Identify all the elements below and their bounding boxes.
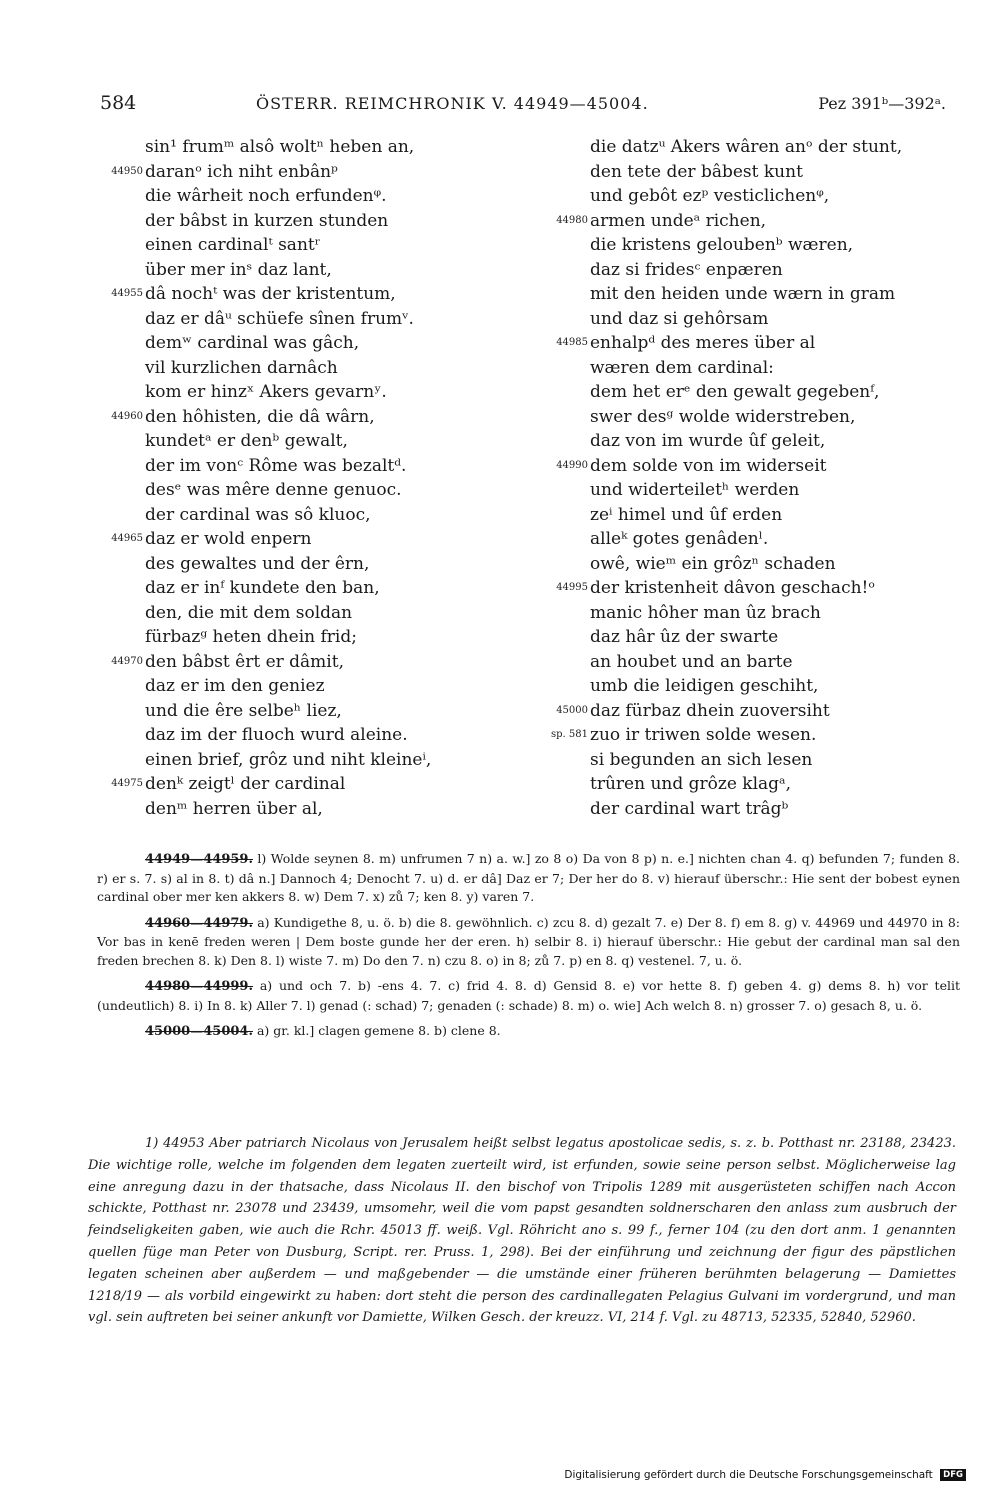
- verse-line: [95, 674, 465, 699]
- verse-text: und daz si gehôrsam: [590, 308, 769, 329]
- page-number: 584: [100, 92, 137, 114]
- verse-line: [95, 772, 465, 797]
- verse-number: 44955: [111, 288, 143, 299]
- verse-line: [95, 380, 465, 405]
- verse-line: [95, 748, 465, 773]
- verse-number: 44990: [556, 459, 588, 471]
- verse-text: zuo ir triwen solde wesen.: [590, 725, 817, 745]
- verse-line: [540, 380, 940, 405]
- verse-text: daz er dâᵘ schüefe sînen frumᵛ.: [145, 308, 414, 329]
- verse-line: [95, 601, 465, 626]
- verse-text: dâ nochᵗ was der kristentum,: [145, 284, 396, 304]
- verse-text: einen brief, grôz und niht kleineⁱ,: [145, 749, 432, 770]
- verse-text: umb die leidigen geschiht,: [590, 676, 819, 696]
- verse-text: demʷ cardinal was gâch,: [145, 333, 360, 353]
- verse-line: [540, 527, 940, 552]
- verse-text: sin¹ frumᵐ alsô woltⁿ heben an,: [145, 137, 415, 157]
- verse-line: [95, 405, 465, 430]
- verse-line: [95, 478, 465, 503]
- verse-text: die datzᵘ Akers wâren anᵒ der stunt,: [590, 137, 903, 157]
- verse-number: 44980: [556, 214, 588, 226]
- running-head-title: ÖSTERR. REIMCHRONIK V. 44949—45004.: [256, 94, 649, 113]
- verse-text: si begunden an sich lesen: [590, 749, 813, 770]
- verse-line: [95, 258, 465, 283]
- verse-number: 44970: [111, 655, 143, 667]
- verse-text: daz er im den geniez: [145, 676, 325, 696]
- verse-line: [95, 552, 465, 577]
- apparatus-range-label: 44980—44999.: [145, 979, 253, 994]
- verse-text: der bâbst in kurzen stunden: [145, 210, 389, 231]
- verse-line: [95, 184, 465, 209]
- verse-line: [540, 748, 940, 773]
- verse-line: [540, 601, 940, 626]
- verse-text: wæren dem cardinal:: [590, 357, 774, 378]
- verse-number: 44975: [111, 778, 143, 789]
- verse-line: [540, 699, 940, 724]
- apparatus-range-label: 45000—45004.: [145, 1024, 253, 1039]
- verse-text: der kristenheit dâvon geschach!ᵒ: [590, 578, 875, 598]
- footnote: 1) 44953 Aber patriarch Nicolaus von Jerusalem heißt selbst legatus apostolicae sedis, s. z. b. Potthast nr. 23188, 23423. Die wichtige rolle, welche im folgenden dem legaten zuerteilt wird, ist erfunden, sowie seine person selbst. Möglicherweise lag eine anregung dazu in der thatsache, dass Nicolaus II. den bischof von Tripolis 1289 mit ausgerüsteten schiffen nach Accon schickte, Potthast nr. 23078 und 23439, umsomehr, weil die vom papst gesandten soldnerscharen den anlass zum ausbruch der feindseligkeiten gaben, wie auch die Rchr. 45013 ff. weiß. Vgl. Röhricht ano s. 99 f., ferner 104 (zu den dort anm. 1 genannten quellen füge man Peter von Dusburg, Script. rer. Pruss. 1, 298). Bei der einführung und zeichnung der figur des päpstlichen legaten scheinen aber außerdem — und maßgebender — die umstände einer früheren berühmten belagerung — Damiettes 1218/19 — als vorbild eingewirkt zu haben: dort steht die person des cardinallegaten Pelagius Gulvani im vordergrund, und man vgl. sein auftreten bei seiner ankunft vor Damiette, Wilken Gesch. der kreuzz. VI, 214 f. Vgl. zu 48713, 52335, 52840, 52960.: [88, 1136, 956, 1326]
- verse-text: daz si fridesᶜ enpæren: [590, 259, 783, 280]
- apparatus-variants: a) und och 7. b) -ens 4. 7. c) frid 4. 8. d) Gensid 8. e) vor hette 8. f) geben 4. g) dems 8. h) vor telit (undeutlich) 8. i) In 8. k) Aller 7. l) genad (: schad) 7; genaden (: schade) 8. m) o. wie] Ach welch 8. n) grosser 7. o) gesach 8, u. ö.: [97, 978, 960, 1013]
- verse-line: [95, 576, 465, 601]
- apparatus-range-label: 44960—44979.: [145, 915, 253, 931]
- verse-line: [540, 209, 940, 234]
- verse-text: die wârheit noch erfundenᵠ.: [145, 186, 387, 206]
- critical-apparatus: [97, 850, 960, 1049]
- verse-number: 44960: [111, 410, 143, 422]
- verse-text: den, die mit dem soldan: [145, 602, 353, 623]
- verse-line: [540, 258, 940, 283]
- verse-line: [95, 527, 465, 552]
- verse-number: 44985: [556, 337, 588, 348]
- verse-line: [540, 723, 940, 748]
- verse-line: [95, 331, 465, 356]
- verse-line: [540, 307, 940, 332]
- running-head-pez: Pez 391ᵇ—392ᵃ.: [818, 94, 946, 113]
- verse-text: dem solde von im widerseit: [590, 455, 827, 476]
- verse-text: fürbazᵍ heten dhein frid;: [145, 627, 357, 647]
- verse-text: armen undeᵃ richen,: [590, 210, 767, 231]
- verse-line: [540, 772, 940, 797]
- verse-line: [540, 282, 940, 307]
- digitization-credit: [564, 1469, 966, 1481]
- verse-text: zeⁱ himel und ûf erden: [590, 504, 783, 525]
- verse-text: enhalpᵈ des meres über al: [590, 333, 816, 353]
- verse-text: alleᵏ gotes genâdenˡ.: [590, 529, 769, 549]
- verse-text: die kristens geloubenᵇ wæren,: [590, 235, 854, 255]
- verse-line: [540, 160, 940, 185]
- verse-line: [540, 356, 940, 381]
- apparatus-variants: a) gr. kl.] clagen gemene 8. b) clene 8.: [256, 1023, 501, 1038]
- verse-line: [95, 160, 465, 185]
- verse-text: den hôhisten, die dâ wârn,: [145, 406, 375, 427]
- verse-text: einen cardinalᵗ santʳ: [145, 235, 321, 255]
- verse-text: denᵏ zeigtˡ der cardinal: [145, 774, 346, 794]
- verse-line: [95, 429, 465, 454]
- running-head: [100, 92, 946, 116]
- verse-text: der cardinal wart trâgᵇ: [590, 798, 789, 819]
- verse-line: [540, 576, 940, 601]
- verse-column-left: [95, 135, 465, 821]
- verse-text: und die êre selbeʰ liez,: [145, 700, 342, 721]
- verse-text: kundetᵃ er denᵇ gewalt,: [145, 431, 348, 451]
- verse-text: mit den heiden unde wærn in gram: [590, 284, 896, 304]
- verse-text: kom er hinzˣ Akers gevarnʸ.: [145, 382, 387, 402]
- verse-line: [540, 552, 940, 577]
- verse-column-right: [540, 135, 940, 821]
- verse-text: an houbet und an barte: [590, 651, 793, 672]
- verse-text: manic hôher man ûz brach: [590, 602, 821, 623]
- verse-text: swer desᵍ wolde widerstreben,: [590, 406, 856, 427]
- verse-line: [95, 307, 465, 332]
- verse-text: dem het erᵉ den gewalt gegebenᶠ,: [590, 382, 880, 402]
- verse-text: daz er inᶠ kundete den ban,: [145, 578, 380, 598]
- apparatus-variants: l) Wolde seynen 8. m) unfrumen 7 n) a. w.] zo 8 o) Da von 8 p) n. e.] nichten chan 4. q) befunden 7; funden 8. r) er s. 7. s) al in 8. t) dâ n.] Dannoch 4; Denocht 7. u) d. er dâ] Daz er 7; Der her do 8. v) hierauf überschr.: Hie sent der bobest eynen cardinal ober mer ken akkers 8. w) Dem 7. x) zů 7; ken 8. y) varen 7.: [97, 851, 960, 904]
- verse-number: sp. 581: [551, 729, 588, 740]
- dfg-logo: DFG: [940, 1469, 966, 1481]
- verse-line: [540, 184, 940, 209]
- verse-line: [95, 650, 465, 675]
- verse-line: [95, 135, 465, 160]
- verse-text: und widerteiletʰ werden: [590, 480, 800, 500]
- verse-number: 44995: [556, 582, 588, 593]
- verse-line: [95, 699, 465, 724]
- verse-line: [95, 797, 465, 822]
- verse-text: trûren und grôze klagᵃ,: [590, 774, 792, 794]
- verse-line: [540, 503, 940, 528]
- verse-line: [95, 282, 465, 307]
- verse-line: [540, 429, 940, 454]
- verse-line: [95, 454, 465, 479]
- verse-line: [540, 331, 940, 356]
- verse-line: [95, 503, 465, 528]
- verse-text: der cardinal was sô kluoc,: [145, 504, 371, 525]
- verse-text: vil kurzlichen darnâch: [145, 357, 338, 378]
- verse-line: [540, 233, 940, 258]
- verse-line: [95, 625, 465, 650]
- apparatus-variants: a) Kundigethe 8, u. ö. b) die 8. gewöhnlich. c) zcu 8. d) gezalt 7. e) Der 8. f) em 8. g) v. 44969 und 44970 in 8: Vor bas in kenē freden weren | Dem boste gunde her der eren. h) selbir 8. i) hierauf überschr.: Hie gebut der cardinal man sal den freden brechen 8. k) Den 8. l) wiste 7. m) Do den 7. n) czu 8. o) in 8; zů 7. p) en 8. q) vestenel. 7, u. ö.: [97, 914, 960, 968]
- verse-text: und gebôt ezᵖ vesticlichenᵠ,: [590, 186, 830, 206]
- verse-text: daz von im wurde ûf geleit,: [590, 431, 826, 451]
- verse-text: den tete der bâbest kunt: [590, 161, 803, 182]
- verse-text: owê, wieᵐ ein grôzⁿ schaden: [590, 553, 836, 574]
- verse-line: [540, 478, 940, 503]
- verse-text: daz hâr ûz der swarte: [590, 627, 779, 647]
- verse-text: daz fürbaz dhein zuoversiht: [590, 700, 830, 721]
- verse-number: 45000: [556, 704, 588, 716]
- verse-line: [540, 650, 940, 675]
- apparatus-block: [97, 850, 960, 907]
- apparatus-range-label: 44949—44959.: [145, 852, 253, 867]
- verse-text: denᵐ herren über al,: [145, 798, 323, 819]
- verse-line: [95, 356, 465, 381]
- verse-line: [95, 233, 465, 258]
- verse-line: [95, 723, 465, 748]
- verse-line: [540, 135, 940, 160]
- verse-text: daz im der fluoch wurd aleine.: [145, 725, 408, 745]
- verse-line: [540, 454, 940, 479]
- verse-text: des gewaltes und der êrn,: [145, 553, 370, 574]
- verse-line: [95, 209, 465, 234]
- verse-text: daranᵒ ich niht enbânᵖ: [145, 161, 338, 182]
- apparatus-block: [97, 977, 960, 1015]
- verse-number: 44950: [111, 165, 143, 177]
- verse-line: [540, 797, 940, 822]
- verse-line: [540, 625, 940, 650]
- verse-text: desᵉ was mêre denne genuoc.: [145, 480, 402, 500]
- verse-text: über mer inˢ daz lant,: [145, 259, 332, 280]
- verse-number: 44965: [111, 533, 143, 544]
- verse-text: der im vonᶜ Rôme was bezaltᵈ.: [145, 455, 407, 476]
- verse-line: [540, 405, 940, 430]
- apparatus-block: [97, 1022, 960, 1042]
- verse-text: daz er wold enpern: [145, 529, 312, 549]
- credit-text: Digitalisierung gefördert durch die Deutsche Forschungsgemeinschaft: [564, 1469, 933, 1481]
- apparatus-block: [97, 914, 960, 971]
- verse-text: den bâbst êrt er dâmit,: [145, 651, 344, 672]
- verse-line: [540, 674, 940, 699]
